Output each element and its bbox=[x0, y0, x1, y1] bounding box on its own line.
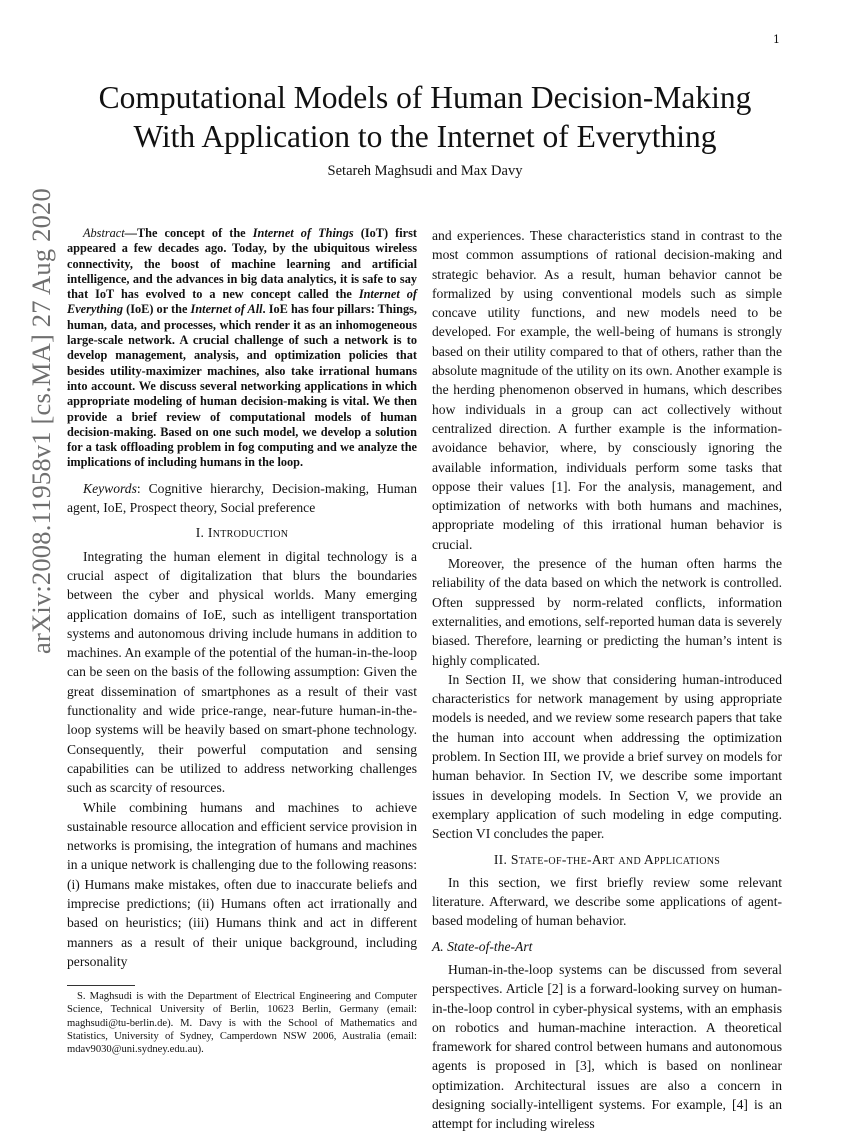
paper-title bbox=[70, 78, 780, 156]
section-heading-introduction: I. Introduction bbox=[195, 525, 289, 541]
page-number: 1 bbox=[773, 33, 780, 46]
abstract-text-1: —The concept of the bbox=[124, 226, 253, 240]
subsection-heading-state-of-the-art: A. State-of-the-Art bbox=[432, 938, 533, 954]
intro-paragraph-1: Integrating the human element in digital technology is a crucial aspect of digitalization that blurs the boundaries between the cyber and physical worlds. Many emerging application domains of IoE, such as intelligent transportation systems and autonomous driving include humans in addition to machines. An example of the potential of the human-in-the-loop can be seen on the basis of the following assumption: Given the great dissemination of smartphones as a result of their vast functionality and wide price-range, near-future human-in-the-loop systems will be heavily based on smart-phone technology. Consequently, their powerful computation and sensing capabilities can be utilized to address networking challenges such as scarcity of resources. bbox=[67, 548, 417, 796]
abstract-text-4: . IoE has four pillars: Things, human, data, and processes, which render it as an inhomogeneous large-scale network. A crucial challenge of such a network is to develop management, analysis, and optimization policies that besides utility-maximizer machines, also take irrational humans into account. We discuss several networking applications in which appropriate modeling of human decision-making is vital. We then provide a brief review of computational models of human decision-making. Based on one such model, we develop a solution for a task offloading problem in fog computing and we analyze the implications of including humans in the loop. bbox=[67, 302, 417, 470]
keywords-text: : Cognitive hierarchy, Decision-making, Human agent, IoE, Prospect theory, Social preference bbox=[67, 480, 417, 516]
abstract-term-ioe: Internet of Everything bbox=[67, 287, 417, 317]
footnote-divider bbox=[67, 985, 135, 986]
right-paragraph-3: In Section II, we show that considering human-introduced characteristics for network management by using appropriate models is needed, and we review some research papers that take the human into account when addressing the optimization problem. In Section III, we provide a brief survey on models for human behavior. In Section IV, we describe some important issues in developing models. In Section V, we provide an exemplary application of such modeling in edge computing. Section VI concludes the paper. bbox=[432, 671, 782, 842]
keywords-label: Keywords bbox=[83, 480, 137, 496]
title-line-1: Computational Models of Human Decision-Making bbox=[98, 80, 752, 115]
abstract-term-iot: Internet of Things bbox=[252, 226, 354, 240]
right-column bbox=[432, 226, 782, 1134]
abstract bbox=[67, 226, 417, 471]
section-heading-state-of-the-art: II. State-of-the-Art and Applications bbox=[493, 851, 721, 867]
keywords bbox=[67, 479, 417, 518]
section2-paragraph: In this section, we first briefly review some relevant literature. Afterward, we describe some applications of agent-based modeling of human behavior. bbox=[432, 874, 782, 929]
abstract-text-2: (IoT) first appeared a few decades ago. Today, by the ubiquitous wireless connectivity, the boost of machine learning and artificial intelligence, and the advances in big data analytics, it is safe to say that IoT has evolved to a new concept called the bbox=[67, 226, 417, 302]
right-paragraph-1: and experiences. These characteristics stand in contrast to the most common assumptions of rational decision-making and strategic behavior. As a result, human behavior cannot be formalized by using conventional models such as simple concave utility functions, and new models need to be developed. For example, the well-being of humans is strongly based on their utility compared to that of others, rather than the absolute magnitude of the utility on its own. Another example is the herding phenomenon observed in humans, which describes how individuals in a group can act collectively without centralized direction. A further example is the information-avoidance behavior, where, by consciously ignoring the available information, individuals perform some tasks that oppose their values [1]. For the analysis, management, and optimization of networks with both humans and machines, appropriate modeling of this irrational human behavior is crucial. bbox=[432, 228, 782, 552]
arxiv-identifier-text: arXiv:2008.11958v1 [cs.MA] 27 Aug 2020 bbox=[26, 188, 56, 654]
title-line-2: With Application to the Internet of Everything bbox=[133, 119, 717, 154]
abstract-label: Abstract bbox=[83, 226, 125, 240]
author-affiliation-footnote: S. Maghsudi is with the Department of Electrical Engineering and Computer Science, Technical University of Berlin, 10623 Berlin, Germany (email: maghsudi@tu-berlin.de). M. Davy is with the School of Mathematics and Statistics, University of Sydney, Camperdown NSW 2006, Australia (email: mdav9030@uni.sydney.edu.au). bbox=[67, 991, 417, 1055]
abstract-term-ioa: Internet of All bbox=[190, 302, 263, 317]
right-paragraph-2: Moreover, the presence of the human often harms the reliability of the data based on which the network is controlled. Often suppressed by norm-related conflicts, information externalities, and emotions, self-reported human data is severely biased. Therefore, learning or predicting the human’s intent is highly complicated. bbox=[432, 556, 782, 668]
authors: Setareh Maghsudi and Max Davy bbox=[327, 163, 523, 179]
intro-paragraph-2: While combining humans and machines to achieve sustainable resource allocation and efficient service provision in networks is promising, the integration of humans and machines in a unique network is challenging due to the following reasons: (i) Humans make mistakes, often due to inaccurate beliefs and imprecise predictions; (ii) Humans often act irrationally and based on heuristics; (iii) Humans think and act in different manners as a result of their unique background, including personality bbox=[67, 799, 417, 969]
subsection-paragraph: Human-in-the-loop systems can be discussed from several perspectives. Article [2] is a forward-looking survey on human-in-the-loop control in cyber-physical systems, with an emphasis on robotics and human-machine interaction. A theoretical framework for shared control between humans and autonomous agents is proposed in [3], which is based on nonlinear optimization. Architectural issues are also a concern in designing socially-intelligent systems. For example, [4] is an attempt for including wireless bbox=[432, 961, 782, 1132]
abstract-text-3: (IoE) or the bbox=[123, 302, 191, 317]
left-column bbox=[67, 226, 417, 1056]
